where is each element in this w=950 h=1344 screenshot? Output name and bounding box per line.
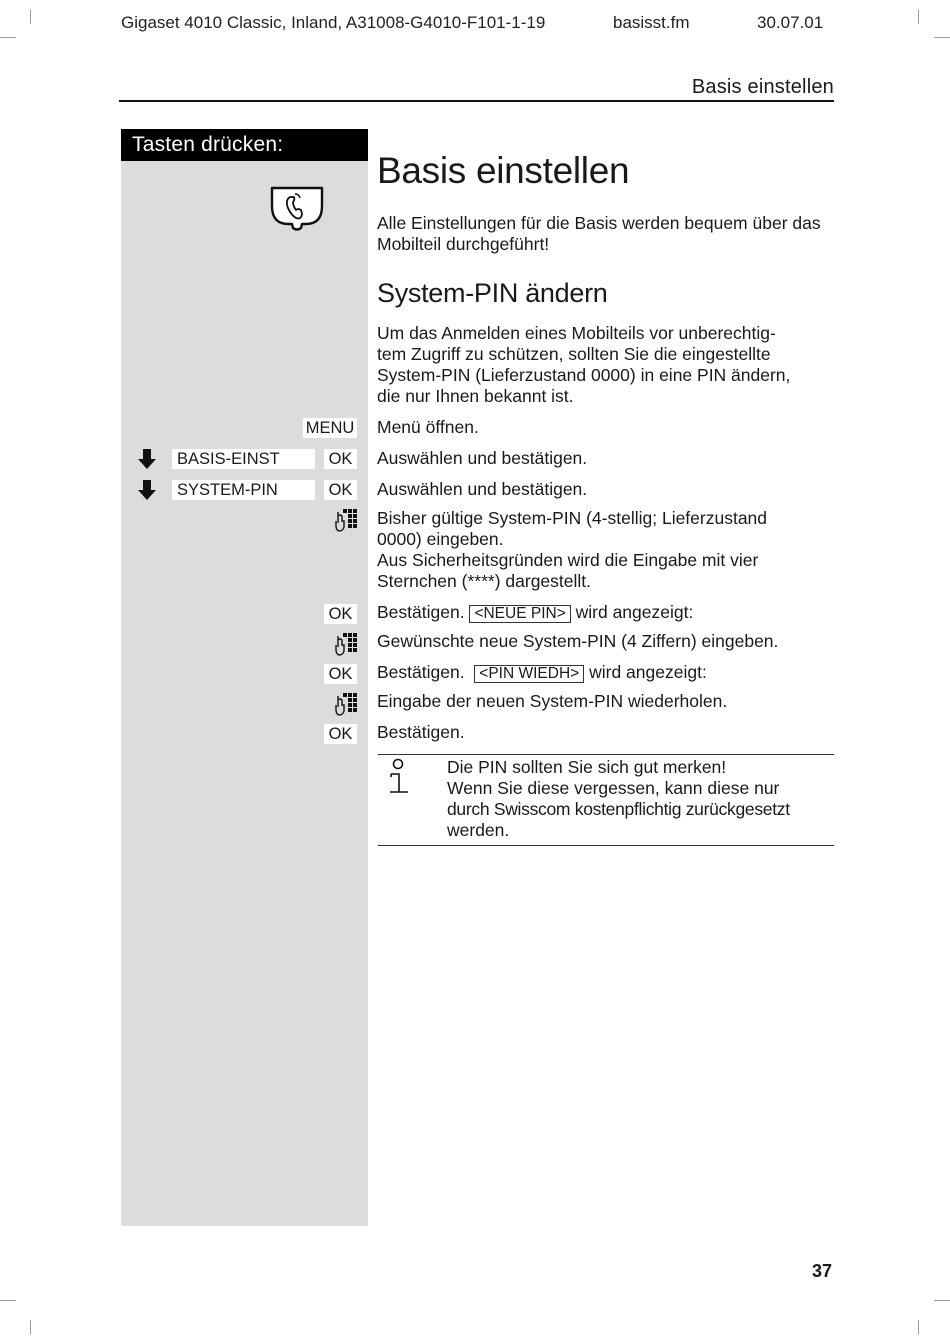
crop-mark (934, 1300, 950, 1301)
keys-column-heading: Tasten drücken: (121, 129, 368, 161)
step-text-post: wird angezeigt: (589, 662, 707, 682)
note-text (447, 757, 837, 841)
arrow-down-icon (136, 479, 158, 501)
crop-mark (0, 1300, 16, 1301)
keypad-icon (334, 508, 358, 532)
section-intro-line: tem Zugriff zu schützen, sollten Sie die eingestellte (377, 344, 771, 364)
page-title: Basis einstellen (377, 150, 630, 191)
keypad-icon (334, 692, 358, 716)
running-title: Basis einstellen (691, 76, 834, 98)
section-intro-line: System-PIN (Lieferzustand 0000) in eine PIN ändern, (377, 365, 791, 385)
step-text-post: wird angezeigt: (575, 602, 694, 622)
ok-key[interactable]: OK (324, 449, 357, 469)
note-line: durch Swisscom kostenpflichtig zurückgesetzt (447, 799, 790, 819)
step-line: 0000) eingeben. (377, 529, 504, 549)
section-intro-line: Um das Anmelden eines Mobilteils vor unberechtig- (377, 323, 776, 343)
page-number: 37 (812, 1261, 833, 1281)
ok-key[interactable]: OK (324, 604, 357, 624)
crop-mark (918, 10, 919, 24)
step-line: Sternchen (****) dargestellt. (377, 571, 591, 591)
header-product: Gigaset 4010 Classic, Inland, A31008-G4010-F101-1-19 (121, 13, 546, 32)
header-rule (119, 100, 834, 102)
section-intro-line: die nur Ihnen bekannt ist. (377, 386, 574, 406)
step-text: Gewünschte neue System-PIN (4 Ziffern) eingeben. (377, 631, 779, 651)
info-icon (386, 758, 410, 798)
step-text: Menü öffnen. (377, 417, 479, 437)
ok-key[interactable]: OK (324, 664, 357, 684)
intro-text: Alle Einstellungen für die Basis werden bequem über das Mobilteil durchgeführt! (377, 213, 821, 254)
step-text (377, 662, 837, 683)
step-text-block (377, 508, 837, 592)
step-line: Aus Sicherheitsgründen wird die Eingabe mit vier (377, 550, 759, 570)
menu-key[interactable]: MENU (303, 418, 357, 438)
crop-mark (0, 37, 16, 38)
step-text: Eingabe der neuen System-PIN wiederholen. (377, 691, 728, 711)
step-text-pre: Bestätigen. (377, 602, 465, 622)
crop-mark (918, 1320, 919, 1334)
menu-entry-basis-einst[interactable]: BASIS-EINST (172, 449, 315, 469)
note-line: werden. (447, 820, 510, 840)
step-text: Bestätigen. (377, 722, 465, 742)
crop-mark (934, 37, 950, 38)
menu-entry-system-pin[interactable]: SYSTEM-PIN (172, 480, 315, 500)
section-intro (377, 323, 837, 407)
note-rule-top (378, 754, 834, 755)
keypad-icon (334, 632, 358, 656)
crop-mark (30, 1320, 31, 1334)
section-title: System-PIN ändern (377, 278, 608, 308)
note-line: Die PIN sollten Sie sich gut merken! (447, 757, 727, 777)
step-text: Auswählen und bestätigen. (377, 448, 588, 468)
display-text-neue-pin: <NEUE PIN> (469, 605, 570, 623)
step-text-pre: Bestätigen. (377, 662, 465, 682)
note-line: Wenn Sie diese vergessen, kann diese nur (447, 778, 780, 798)
step-text (377, 602, 837, 623)
arrow-down-icon (136, 448, 158, 470)
handset-icon (268, 184, 326, 232)
display-text-pin-wiedh: <PIN WIEDH> (474, 665, 584, 683)
note-rule-bottom (378, 845, 834, 846)
header-file: basisst.fm (613, 13, 690, 32)
step-line: Bisher gültige System-PIN (4-stellig; Lieferzustand (377, 508, 768, 528)
header-date: 30.07.01 (757, 13, 824, 32)
crop-mark (30, 10, 31, 24)
ok-key[interactable]: OK (324, 724, 357, 744)
ok-key[interactable]: OK (324, 480, 357, 500)
step-text: Auswählen und bestätigen. (377, 479, 588, 499)
